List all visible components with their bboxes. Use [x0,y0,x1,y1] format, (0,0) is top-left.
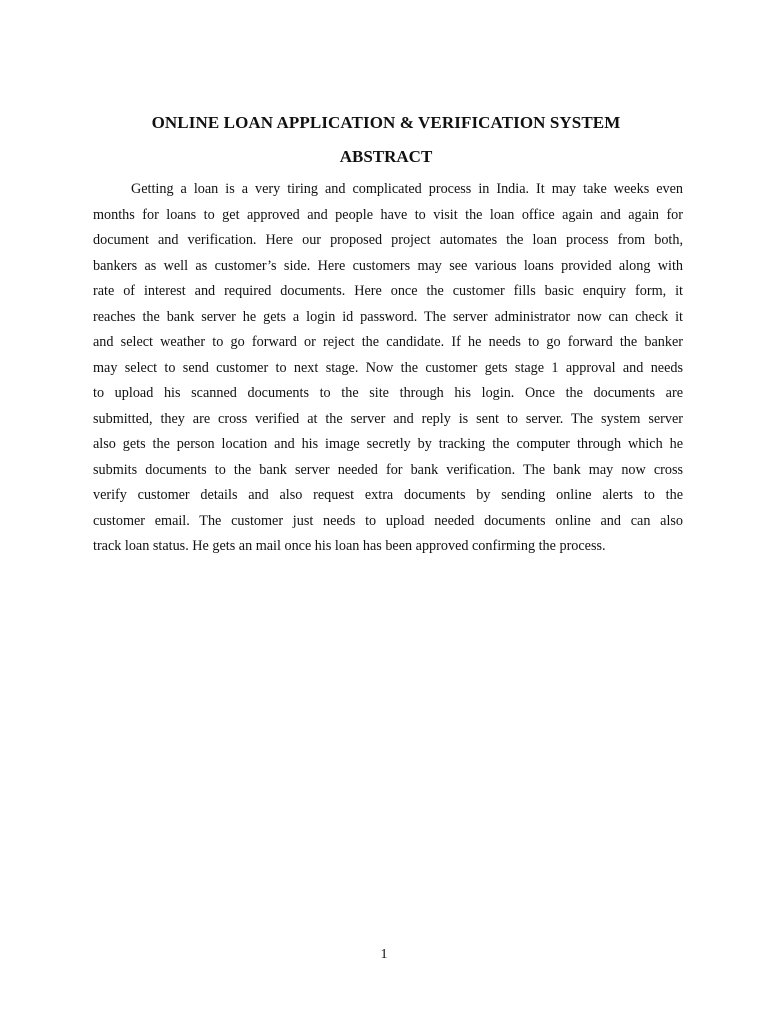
abstract-line: submitted, they are cross verified at the server and reply is sent to server. The system server [93,410,683,427]
document-title: ONLINE LOAN APPLICATION & VERIFICATION SYSTEM [151,113,621,132]
abstract-line: customer email. The customer just needs to upload needed documents online and can also [93,512,683,529]
abstract-line: track loan status. He gets an mail once his loan has been approved confirming the process. [93,538,606,554]
abstract-line: submits documents to the bank server needed for bank verification. The bank may now cross [93,461,683,478]
abstract-line: document and verification. Here our proposed project automates the loan process from both, [93,232,683,248]
abstract-line: rate of interest and required documents. Here once the customer fills basic enquiry form, it [93,283,683,299]
abstract-line: also gets the person location and his image secretly by tracking the computer through which he [93,436,683,452]
abstract-line: may select to send customer to next stage. Now the customer gets stage 1 approval and needs [93,359,683,376]
abstract-heading: ABSTRACT [339,147,433,166]
abstract-line: Getting a loan is a very tiring and complicated process in India. It may take weeks even [131,181,683,197]
page-number: 1 [380,947,388,962]
abstract-line: to upload his scanned documents to the site through his login. Once the documents are [93,385,683,401]
abstract-line: reaches the bank server he gets a login id password. The server administrator now can check it [93,308,683,325]
abstract-line: bankers as well as customer’s side. Here customers may see various loans provided along with [93,257,683,274]
abstract-line: and select weather to go forward or reject the candidate. If he needs to go forward the banker [93,334,683,350]
abstract-line: months for loans to get approved and people have to visit the loan office again and again for [93,206,683,223]
abstract-line: verify customer details and also request extra documents by sending online alerts to the [93,487,683,503]
abstract-paragraph [93,177,683,560]
